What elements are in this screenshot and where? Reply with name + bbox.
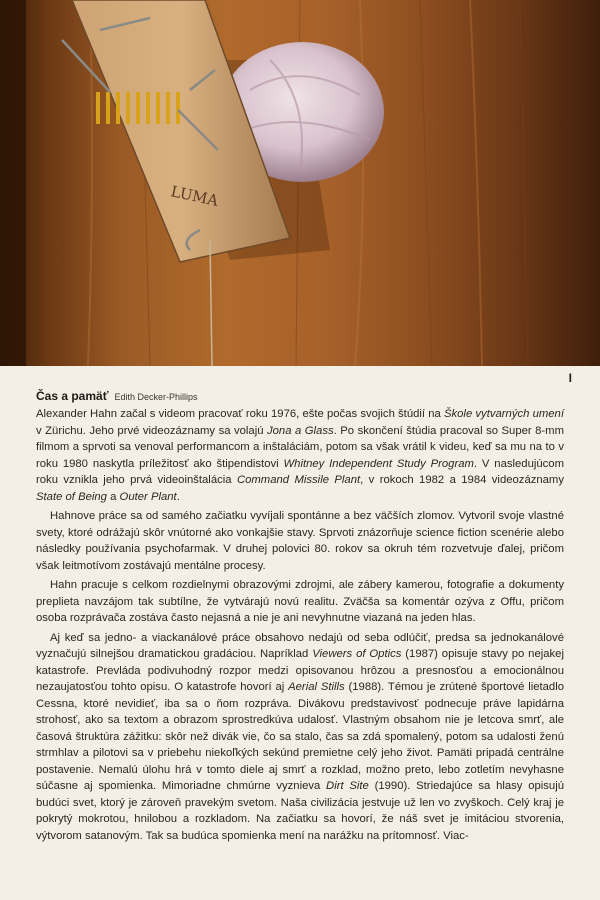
article-heading — [36, 388, 564, 405]
article-body — [36, 406, 564, 844]
trap-label: LUMA — [169, 182, 220, 210]
paragraph — [36, 577, 564, 627]
mousetrap-photo-icon — [0, 0, 600, 366]
italic-title: Škole vytvarných umení — [443, 408, 564, 420]
article-title: Čas a pamäť — [36, 389, 109, 403]
text-run: Alexander Hahn začal s videom pracovať roku 1976, ešte počas svojich štúdií na — [36, 408, 444, 420]
italic-title: Jona a Glass — [267, 424, 334, 437]
italic-title: Dirt Site — [326, 780, 369, 792]
article — [36, 388, 564, 844]
italic-title: State of Being — [36, 490, 107, 503]
italic-title: Command Missile Plant — [236, 474, 361, 486]
article-photo — [0, 0, 600, 366]
text-run: v Zürichu. Jeho prvé videozáznamy sa volajú — [36, 424, 267, 437]
paragraph — [36, 630, 564, 845]
text-run: (1988). Témou je zrútené športové lietadlo Cessna, ktoré nevidieť, iba sa o ňom rozpráva. Divákovu predstavivosť podnecuje práve lapidárna strohosť, ako sa textom a obrazom sprostredkúva udalosť. Vlastným obsahom nie je letcova smrť, ale časová štruktúra zážitku: skôr než divák vie, čo sa stalo, čas sa zdá spomalený, potom sa udalosti ženú strmhlav a pilotovi sa v priebehu niekoľkých sekúnd premietne celý jeho život. Pamäti pripadá centrálne postavenie. Nemalú úlohu hrá v tomto diele aj smrť a rozklad, možno preto, lebo zotletím nevyhasne súčasne aj spomienka. Mimoriadne chmúrne vyznieva — [36, 681, 564, 792]
text-run: a — [106, 490, 120, 503]
italic-title: Outer Plant — [119, 490, 177, 503]
text-run: . — [176, 490, 180, 503]
italic-title: Aerial Stills — [288, 681, 345, 693]
text-run: Aj keď sa jedno- a viackanálové práce obsahovo nedajú od seba odlúčiť, predsa sa jednokanálové vyznačujú silnejšou dramatickou gradáciou. Napríklad — [36, 631, 564, 660]
text-run: Hahnove práce sa od samého začiatku vyvíjali spontánne a bez väčších zlomov. Vytvoril svoje vlastné svety, ktoré odrážajú skôr vnútorné ako vonkajšie stavy. Sprvoti znázorňuje science fiction scenérie alebo následky používania psychofarmak. V druhej polovici 80. rokov sa okruh tém rozvetvuje ďalej, pričom však leitmotívom zostávajú mentálne procesy. — [36, 510, 564, 572]
italic-title: Whitney Independent Study Program — [283, 457, 474, 470]
italic-title: Viewers of Optics — [312, 648, 402, 660]
text-run: Hahn pracuje s celkom rozdielnymi obrazovými zdrojmi, ale zábery kamerou, fotografie a dokumenty preplieta navzájom tak subtílne, že vytvárajú novú realitu. Zväčša sa komentár ozýva z Offu, pričom osoba rozprávača zostáva často nejasná a nie je ani nevyhnutne viazaná na jeden hlas. — [36, 579, 564, 624]
paragraph — [36, 406, 564, 505]
page-marker: I — [568, 371, 572, 385]
text-run: (1990). Striedajúce sa hlasy opisujú budúci svet, ktorý je zároveň pravekým svetom. Naša civilizácia jestvuje už len vo zvyškoch. Celý kraj je pokrytý mokrotou, hnilobou a rozkladom. Na začiatku sa hovorí, že náš svet je imitáciou stvorenia, výtvorom satanovým. Tak sa budúca spomienka mení na narážku na prítomnosť. Viac- — [36, 780, 564, 842]
article-author: Edith Decker-Phillips — [114, 392, 198, 402]
text-run: . V nasledujúcom roku vznikla jeho prvá videoinštalácia — [36, 457, 564, 486]
text-run: (1987) opisuje stavy po nejakej katastrofe. Prevláda podivuhodný rozpor medzi opisovanou hrôzou a presnosťou a emocionálnou nezaujatosťou tohto opisu. O katastrofe hovorí aj — [36, 648, 564, 693]
text-run: , v rokoch 1982 a 1984 videozáznamy — [360, 474, 564, 486]
text-run: . Po skončení štúdia pracoval so Super 8-mm filmom a sprvoti sa venoval performancom a inštaláciám, potom sa však vrátil k videu, keď sa mu na to v roku 1980 naskytla príležitosť ako štipendistovi — [36, 424, 565, 470]
paragraph — [36, 508, 564, 574]
